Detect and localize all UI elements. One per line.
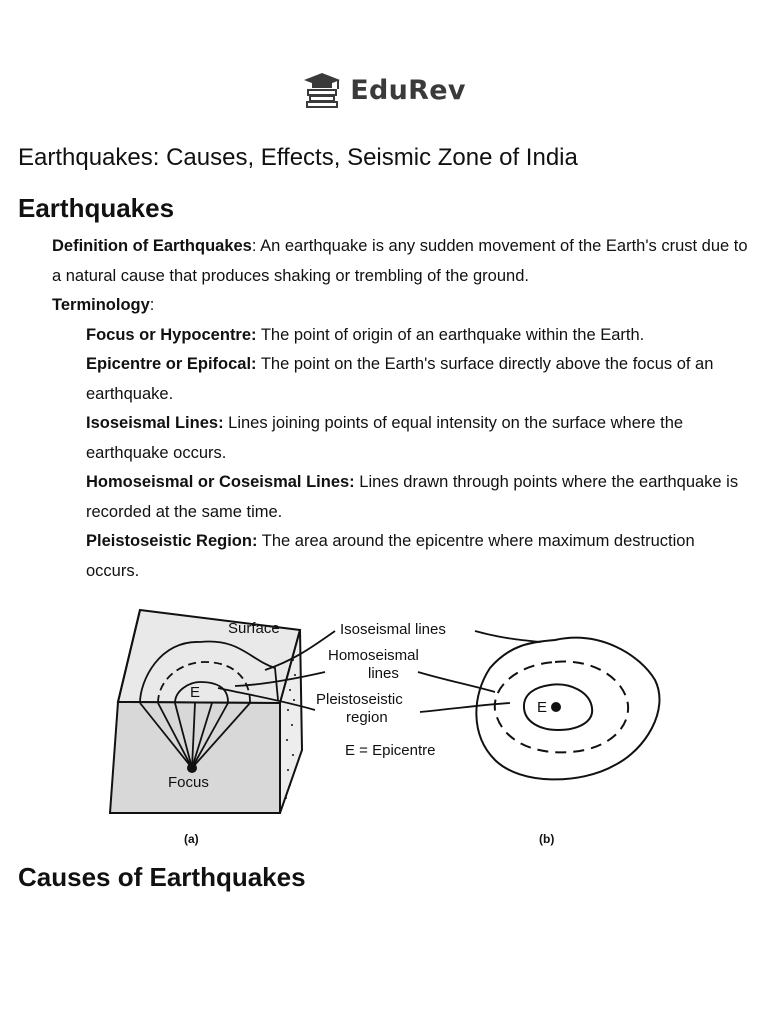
term-item: [52, 409, 752, 468]
epicentre-point-b: [551, 702, 561, 712]
term-name: Focus or Hypocentre:: [86, 325, 257, 344]
section-heading-earthquakes: Earthquakes: [18, 193, 175, 223]
outer-isoseismal-b: [476, 638, 659, 780]
caption-b: (b): [539, 832, 555, 846]
term-text: The point of origin of an earthquake within the Earth.: [256, 325, 645, 344]
homoseismal-b: [495, 662, 628, 753]
homoseismal-label-line1: Homoseismal: [328, 647, 419, 664]
logo-text: EduRev: [350, 74, 466, 106]
term-item: [52, 321, 752, 351]
term-name: Homoseismal or Coseismal Lines:: [86, 473, 355, 491]
epicentre-key: E = Epicentre: [345, 742, 436, 759]
focus-point: [187, 763, 197, 773]
terminology-paragraph: [52, 291, 752, 321]
term-name: Epicentre or Epifocal:: [86, 355, 257, 373]
term-text: The area around the epicentre where maximum destruction occurs.: [86, 532, 695, 580]
terminology-label: Terminology: [52, 296, 150, 314]
pleistoseistic-label-line2: region: [346, 709, 388, 726]
logo[interactable]: [0, 70, 768, 110]
definition-text: : An earthquake is any sudden movement of the Earth's crust due to a natural cause that produces shaking or trembling of the ground.: [52, 237, 748, 285]
definition-paragraph: [52, 232, 752, 291]
document-title: Earthquakes: Causes, Effects, Seismic Zone of India: [18, 144, 578, 171]
term-text: Lines joining points of equal intensity on the surface where the earthquake occurs.: [86, 414, 684, 462]
term-text: Lines drawn through points where the earthquake is recorded at the same time.: [86, 473, 739, 521]
homoseismal-label-line2: lines: [368, 665, 399, 682]
term-name: Isoseismal Lines:: [86, 414, 224, 432]
pleistoseistic-label-line1: Pleistoseistic: [316, 691, 403, 708]
term-item: [52, 468, 752, 527]
map-view-b: [476, 638, 659, 780]
section-heading-causes: Causes of Earthquakes: [18, 862, 306, 892]
epicentre-label-b: E: [537, 699, 548, 716]
surface-label: Surface: [228, 620, 280, 637]
section-body: [52, 232, 752, 586]
graduation-cap-books-icon: [302, 71, 342, 109]
term-name: Pleistoseistic Region:: [86, 532, 258, 550]
earthquake-diagram-svg: [100, 600, 670, 860]
definition-term: Definition of Earthquakes: [52, 237, 252, 255]
term-item: [52, 527, 752, 586]
isoseismal-label: Isoseismal lines: [340, 621, 446, 638]
focus-label: Focus: [168, 774, 209, 791]
caption-a: (a): [184, 832, 199, 846]
term-text: The point on the Earth's surface directly above the focus of an earthquake.: [86, 355, 714, 403]
terminology-colon: :: [149, 296, 155, 314]
term-item: [52, 350, 752, 409]
epicentre-label-a: E: [190, 684, 201, 701]
earthquake-diagram: [100, 600, 670, 860]
